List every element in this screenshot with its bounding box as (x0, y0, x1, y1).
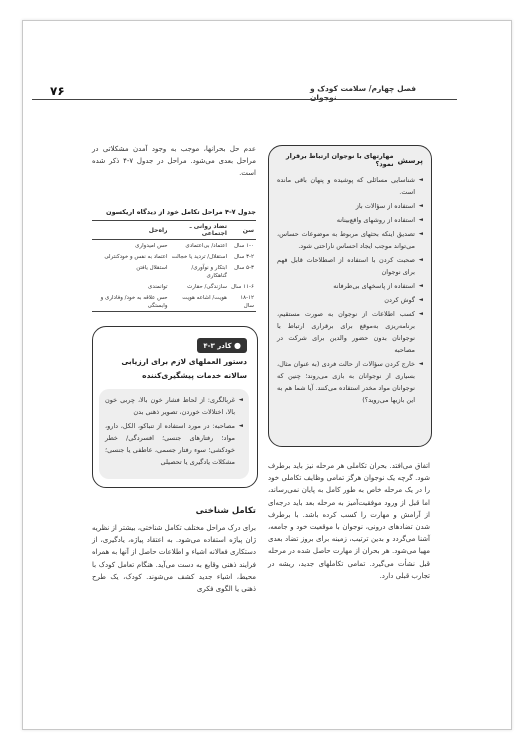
table-title: جدول ۷-۴ مراحل تکامل خود از دیدگاه اریکسون (106, 208, 256, 216)
table-cell: سازندگی/ حقارت (187, 283, 227, 290)
table-cell: ۱۱-۶ سال (231, 283, 254, 290)
list-item: ◄ استفاده از روشهای واقع‌بینانه (277, 214, 423, 226)
page-number: ۷۶ (50, 84, 65, 98)
section-heading: تکامل شناختی (195, 506, 256, 516)
question-box-title: مهارتهای با نوجوان ارتباط برقرار نمود؟ (285, 152, 394, 168)
list-item: ◄ شناسایی مسائلی که پوشیده و پنهان باقی مانده است. (277, 174, 423, 198)
table-header-row (92, 221, 256, 240)
table-cell: ابتکار و نوآوری/ گناهکاری (191, 264, 227, 279)
list-item: ◄ غربالگری: از لحاظ فشار خون بالا، چربی خون بالا، اختلالات خوردن، تصویر ذهنی بدن (105, 394, 243, 418)
erikson-table (92, 220, 256, 312)
table-cell: اعتماد به نفس و خودکنترلی (104, 253, 168, 260)
table-cell: استقلال یافتن (136, 264, 168, 271)
list-item: ◄ صحبت کردن با استفاده از اصطلاحات قابل فهم برای نوجوان (277, 254, 423, 278)
column-header-conflict: تضاد روانی ـ اجتماعی (170, 221, 229, 240)
table-row (92, 251, 256, 262)
column-header-resolution: راه‌حل (92, 221, 170, 240)
frame-label-wrap (197, 333, 247, 353)
table-row (92, 240, 256, 252)
question-box-label: پرسش (397, 155, 423, 165)
table-cell: حس علاقه به خود/ وفاداری و وابستگی (92, 292, 170, 312)
question-box (268, 145, 432, 447)
frame-box (92, 326, 258, 488)
frame-title: دستور العملهای لازم برای ارزیابی سالانه خدمات پیشگیری‌کننده (121, 357, 247, 380)
table-cell: ۵-۳ سال (234, 264, 254, 271)
list-item: ◄ مصاحبه: در مورد استفاده از تنباکو، الکل، دارو، مواد؛ رفتارهای جنسی؛ افسردگی/ خطر خودکشی؛ سوء رفتار جسمی، عاطفی یا جنسی؛ مشکلات یادگیری یا تحصیلی (105, 420, 243, 468)
table-cell: هویت/ اشاعه هویت (170, 292, 229, 312)
left-intro-text: عدم حل بحرانها، موجب به وجود آمدن مشکلاتی در مراحل بعدی می‌شود. مراحل در جدول ۷-۴ ذکر شده است. (92, 145, 256, 178)
list-item: ◄ گوش کردن (277, 294, 423, 306)
right-body-text: اتفاق می‌افتد. بحران تکاملی هر مرحله نیز باید برطرف شود. گرچه یک نوجوان هرگز تمامی وظایف تکاملی خود را در یک مرحله خاص به طور کامل به پایان نمی‌رساند، اما قبل از ورود موفقیت‌آمیز به مرحله بعد باید درجه‌ای از آرامش و مهارت را کسب کرده باشد. با برطرف شدن تضادهای درونی، نوجوان با موقعیت خود و جامعه، آشنا می‌گردد و بدین ترتیب، زمینه برای بروز تضاد بعدی مهیا می‌شود. هر بحران از مهارت حاصل شده در مرحله قبل نشأت می‌گیرد. تمامی تکاملهای جدید، ریشه در تجارب قبلی دارد. (268, 462, 430, 580)
question-box-list (277, 174, 423, 408)
table-cell: حس امیدواری (135, 242, 168, 249)
running-title: فصل چهارم/ سلامت کودک و نوجوان (310, 84, 417, 102)
table-cell: ۱۸-۱۲ سال (229, 292, 256, 312)
frame-list (105, 394, 243, 470)
frame-label-text: کادر ۳-۴ (203, 342, 232, 350)
table-row (92, 292, 256, 312)
question-box-title-row (275, 152, 423, 168)
frame-label (197, 338, 247, 353)
list-item: ◄ کسب اطلاعات از نوجوان به صورت مستقیم، برنامه‌ریزی به‌موقع برای برقراری ارتباط با نوجوانان بدون حضور والدین برای شرکت در مصاحبه (277, 308, 423, 356)
table-cell: توانمندی (148, 283, 168, 290)
section-body: برای درک مراحل مختلف تکامل شناختی، بیشتر از نظریه ژان پیاژه استفاده می‌شود. به اعتقاد پیاژه، یادگیری، از دستکاری فعالانه اشیاء و اطلاعات حاصل از آنها به همراه فرایند ذهنی وقایع به دست می‌آید. هنگام تعامل کودک با محیط، اشیاء جدید کشف می‌شوند. کودک، یک طرح ذهنی یا الگوی فکری (92, 524, 256, 594)
frame-inner-panel (99, 389, 249, 479)
table-cell: استقلال/ تردید یا خجالت (171, 253, 227, 260)
table-cell: اعتماد/ بی‌اعتمادی (185, 242, 227, 249)
table-row (92, 281, 256, 292)
list-item: ◄ تصدیق اینکه بحثهای مربوط به موضوعات حساس، می‌تواند موجب ایجاد احساس ناراحتی شود. (277, 228, 423, 252)
table-row (92, 262, 256, 281)
bullet-icon: ● (234, 341, 241, 350)
list-item: ◄ استفاده از سؤالات باز (277, 200, 423, 212)
table-cell: ۳-۲ سال (234, 253, 254, 260)
table-cell: ۱-۰ سال (234, 242, 254, 249)
list-item: ◄ استفاده از پاسخهای بی‌طرفانه (277, 280, 423, 292)
list-item: ◄ خارج کردن سؤالات از حالت فردی (به عنوان مثال، بسیاری از نوجوانان به بازی می‌روند؛ چنین که نوجوانان مواد مخدر استفاده می‌کنند. آیا شما هم به این بازیها می‌روید؟) (277, 358, 423, 406)
header-rule (32, 99, 457, 100)
column-header-age: سن (229, 221, 256, 240)
